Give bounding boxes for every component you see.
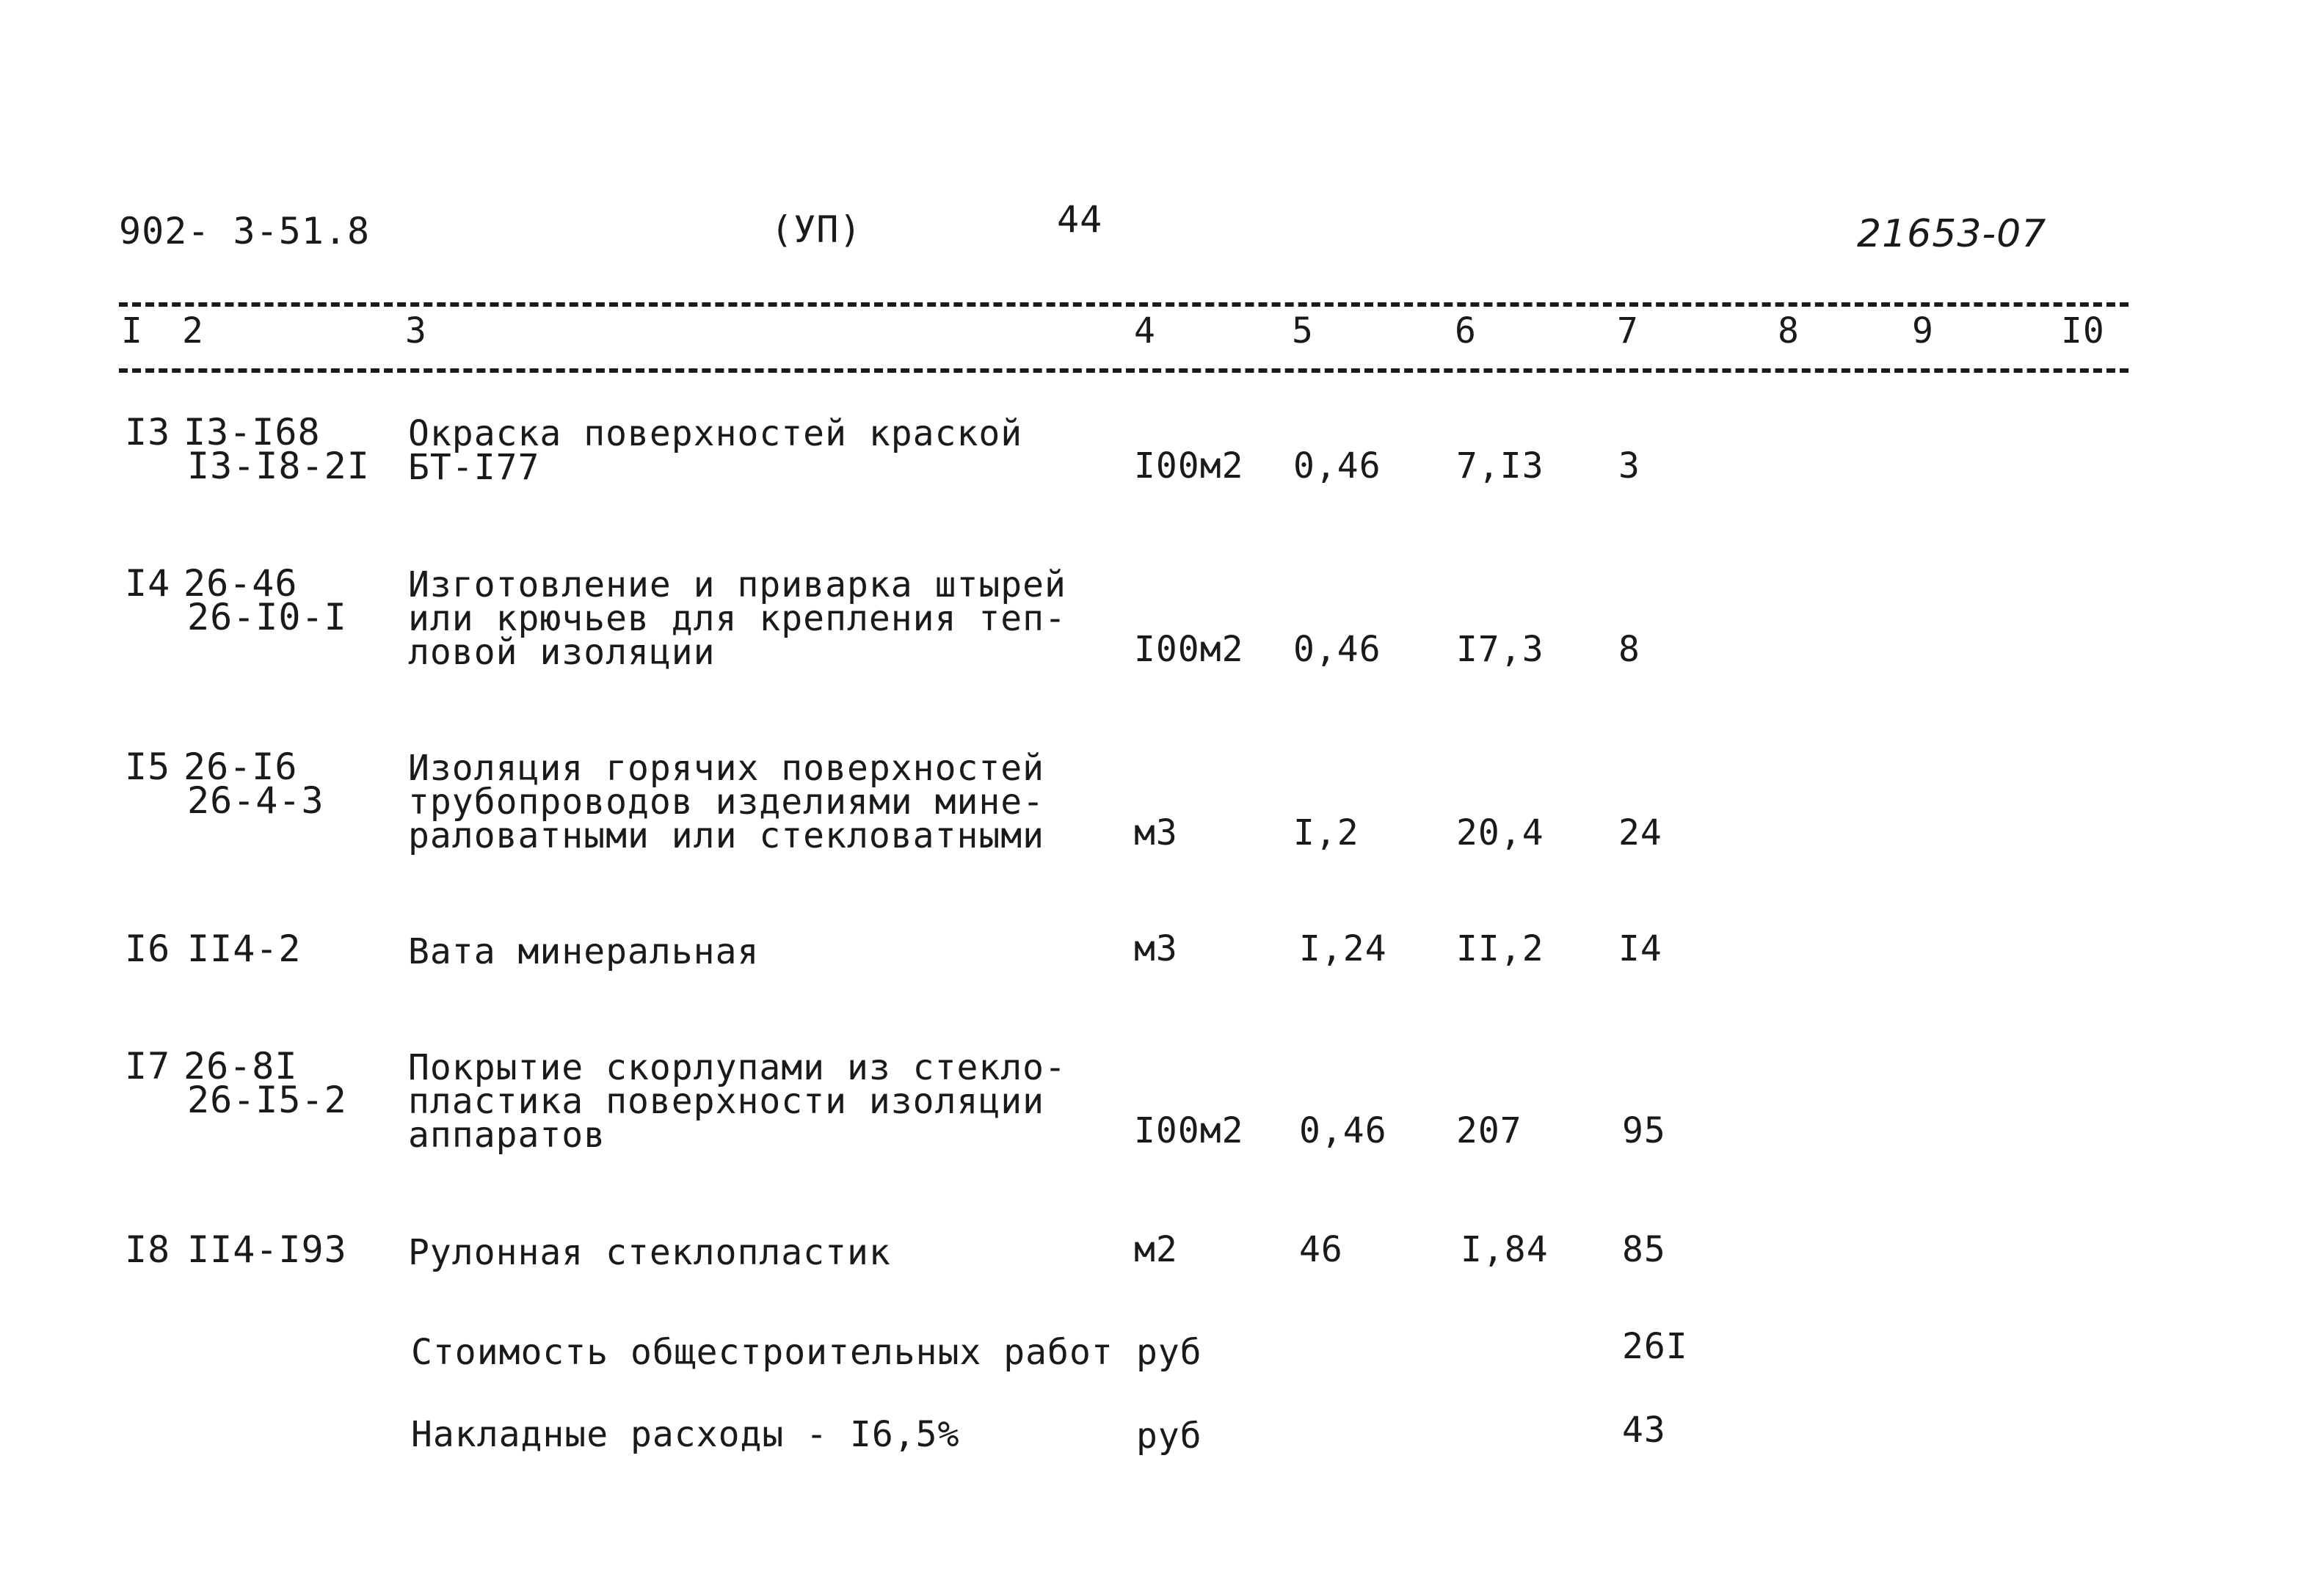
row-unit: I00м2 [1134, 629, 1244, 670]
row-num: I3 [125, 411, 171, 453]
page-number: 44 [1057, 198, 1103, 241]
summary-unit: руб [1136, 1415, 1202, 1457]
summary-label: Накладные расходы - I6,5% [411, 1414, 960, 1455]
row-code-primary: II4-I93 [187, 1228, 347, 1271]
row-unit: I00м2 [1134, 445, 1244, 487]
row-num: I7 [125, 1045, 171, 1087]
row-num: I6 [125, 928, 171, 970]
row-code-primary: 26-8I [183, 1045, 298, 1087]
row-price: I7,3 [1456, 629, 1544, 670]
col-header-2: 2 [182, 310, 204, 351]
col-header-10: I0 [2061, 310, 2105, 351]
section-label: (УП) [771, 208, 862, 251]
summary-label: Стоимость общестроительных работ [411, 1332, 1113, 1373]
row-unit: м3 [1134, 812, 1178, 853]
summary-unit: руб [1136, 1332, 1202, 1373]
row-code-primary: II4-2 [187, 928, 302, 970]
col-header-9: 9 [1912, 310, 1934, 351]
row-code-primary: 26-46 [183, 562, 298, 605]
row-total: 24 [1618, 812, 1662, 853]
row-qty: 0,46 [1299, 1110, 1387, 1151]
row-code-primary: I3-I68 [183, 411, 321, 453]
row-total: 3 [1618, 445, 1640, 487]
row-price: 20,4 [1456, 812, 1544, 853]
row-code-secondary: 26-I5-2 [187, 1079, 347, 1121]
row-total: 95 [1622, 1110, 1666, 1151]
row-unit: I00м2 [1134, 1110, 1244, 1151]
row-price: 7,I3 [1456, 445, 1544, 487]
row-qty: I,24 [1299, 928, 1387, 969]
col-header-8: 8 [1778, 310, 1800, 351]
row-code-secondary: 26-I0-I [187, 596, 347, 638]
row-total: I4 [1618, 928, 1662, 969]
row-price: 207 [1456, 1110, 1522, 1151]
header-top-rule [119, 302, 2129, 307]
col-header-5: 5 [1292, 310, 1314, 351]
row-qty: I,2 [1293, 812, 1359, 853]
row-qty: 0,46 [1293, 445, 1381, 487]
row-num: I8 [125, 1228, 171, 1271]
row-description: Окраска поверхностей краской БТ-I77 [408, 413, 1023, 488]
row-price: I,84 [1461, 1229, 1549, 1270]
row-code-secondary: I3-I8-2I [187, 445, 370, 487]
col-header-3: 3 [405, 310, 427, 351]
col-header-6: 6 [1455, 310, 1477, 351]
row-description: Изготовление и приварка штырей или крючьев для крепления теп- ловой изоляции [408, 564, 1066, 673]
row-total: 85 [1622, 1229, 1666, 1270]
row-code-secondary: 26-4-3 [187, 779, 324, 822]
row-description: Покрытие скорлупами из стекло- пластика поверхности изоляции аппаратов [408, 1047, 1066, 1156]
col-header-7: 7 [1617, 310, 1639, 351]
header-bottom-rule [119, 368, 2129, 373]
col-header-1: I [121, 310, 143, 351]
doc-code: 902- 3-51.8 [119, 210, 371, 252]
row-qty: 0,46 [1293, 629, 1381, 670]
row-unit: м2 [1134, 1229, 1178, 1270]
col-header-4: 4 [1134, 310, 1156, 351]
row-num: I5 [125, 746, 171, 788]
summary-total: 26I [1622, 1326, 1688, 1367]
summary-total: 43 [1622, 1410, 1666, 1451]
inventory-number: 21653-07 [1857, 212, 2047, 256]
row-price: II,2 [1456, 928, 1544, 969]
row-description: Изоляция горячих поверхностей трубопроводов изделиями мине- раловатными или стекловатными [408, 748, 1045, 856]
row-num: I4 [125, 562, 171, 605]
row-qty: 46 [1299, 1229, 1343, 1270]
row-description: Вата минеральная [408, 931, 760, 972]
row-total: 8 [1618, 629, 1640, 670]
row-unit: м3 [1134, 928, 1178, 969]
row-code-primary: 26-I6 [183, 746, 298, 788]
row-description: Рулонная стеклопластик [408, 1232, 891, 1273]
